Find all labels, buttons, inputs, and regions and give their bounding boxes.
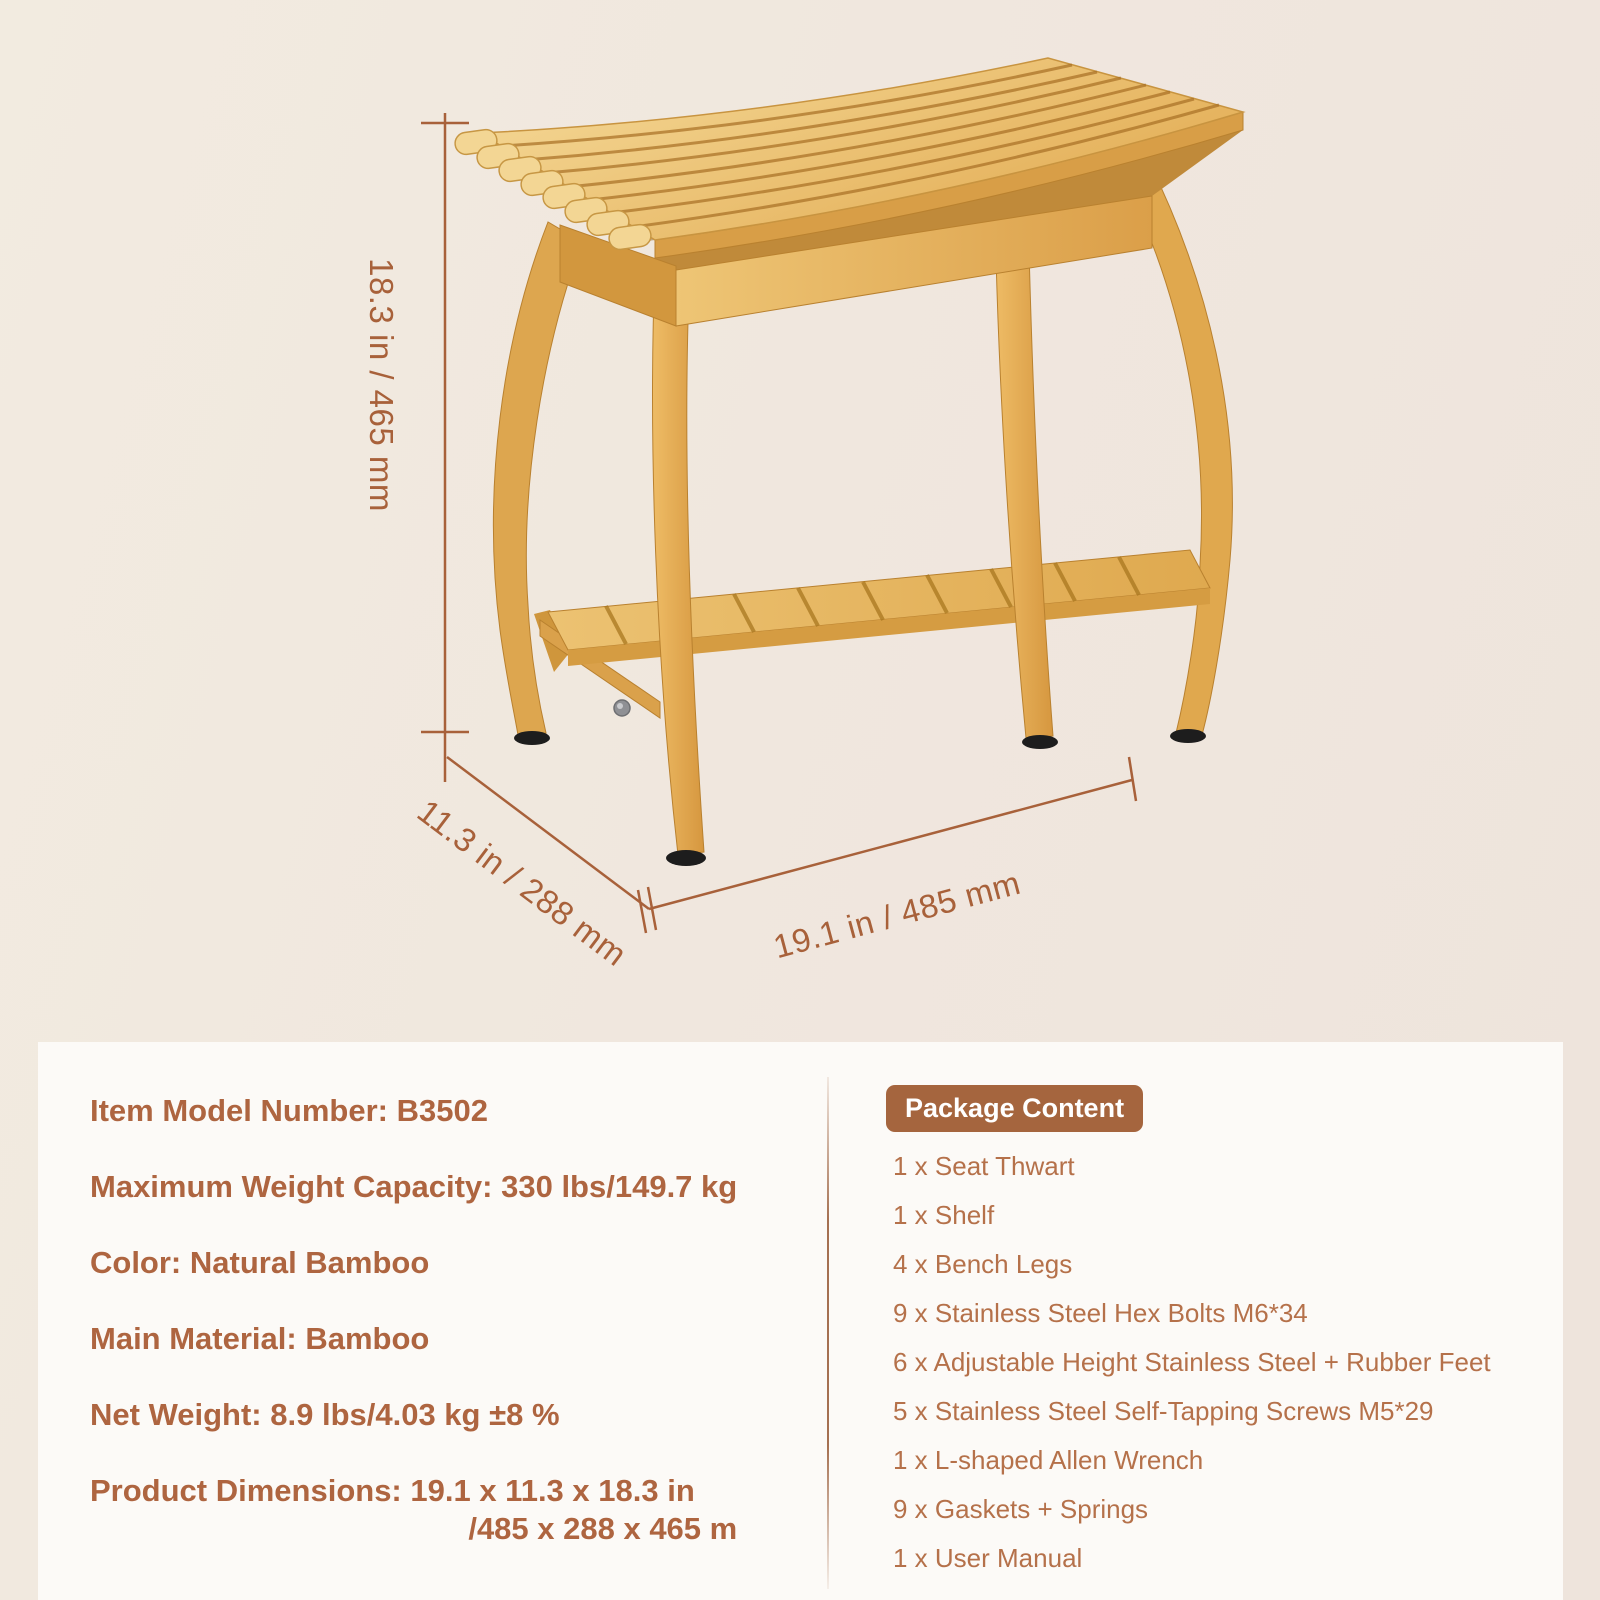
spec-color: Color: Natural Bamboo bbox=[90, 1245, 430, 1280]
spec-dimensions bbox=[90, 1474, 737, 1546]
package-item: 1 x User Manual bbox=[893, 1543, 1083, 1573]
bench-front-right-leg bbox=[995, 210, 1053, 738]
package-item: 6 x Adjustable Height Stainless Steel + Rubber Feet bbox=[893, 1347, 1491, 1377]
package-content-header: Package Content bbox=[886, 1085, 1143, 1132]
panel-divider bbox=[827, 1077, 829, 1589]
bench-foot bbox=[1022, 735, 1058, 749]
package-item: 1 x L-shaped Allen Wrench bbox=[893, 1445, 1204, 1475]
spec-list bbox=[90, 1094, 737, 1588]
package-item: 9 x Stainless Steel Hex Bolts M6*34 bbox=[893, 1298, 1308, 1328]
package-item: 4 x Bench Legs bbox=[893, 1249, 1073, 1279]
height-dimension-label: 18.3 in / 465 mm bbox=[363, 258, 400, 512]
spec-model: Item Model Number: B3502 bbox=[90, 1093, 488, 1128]
spec-capacity: Maximum Weight Capacity: 330 lbs/149.7 kg bbox=[90, 1169, 738, 1204]
spec-dimensions-line1: Product Dimensions: 19.1 x 11.3 x 18.3 in bbox=[90, 1473, 695, 1508]
width-dimension-label: 19.1 in / 485 mm bbox=[769, 863, 1025, 966]
spec-material: Main Material: Bamboo bbox=[90, 1321, 430, 1356]
package-item: 9 x Gaskets + Springs bbox=[893, 1494, 1149, 1524]
bench-foot bbox=[666, 850, 706, 866]
bench-front-left-leg bbox=[653, 266, 704, 855]
bench-illustration bbox=[420, 20, 1330, 920]
spec-dimensions-line2: /485 x 288 x 465 m bbox=[468, 1511, 738, 1546]
shelf-screw-highlight bbox=[617, 703, 623, 709]
depth-dimension-label: 11.3 in / 288 mm bbox=[410, 792, 634, 974]
bench-foot bbox=[1170, 729, 1206, 743]
package-item: 1 x Shelf bbox=[893, 1200, 995, 1230]
spec-weight: Net Weight: 8.9 lbs/4.03 kg ±8 % bbox=[90, 1397, 560, 1432]
package-item: 1 x Seat Thwart bbox=[893, 1151, 1075, 1181]
bench-shelf bbox=[534, 550, 1210, 718]
bench-foot bbox=[514, 731, 550, 745]
package-content-list bbox=[893, 1152, 1491, 1593]
package-item: 5 x Stainless Steel Self-Tapping Screws M5*29 bbox=[893, 1396, 1434, 1426]
